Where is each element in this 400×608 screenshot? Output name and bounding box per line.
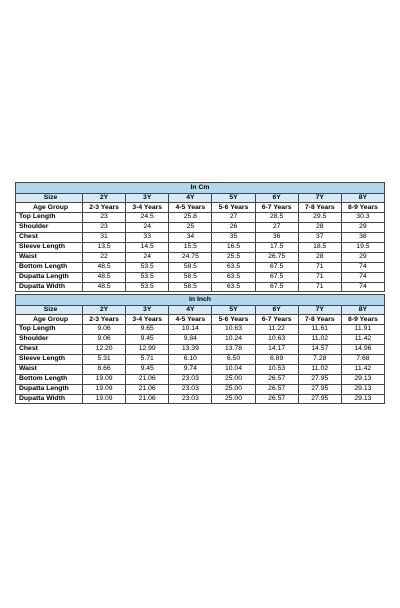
measurement-row: [16, 282, 385, 292]
measurement-value: 58.5: [169, 282, 212, 292]
measurement-value: 23.03: [169, 374, 212, 384]
measurement-label: Dupatta Width: [16, 394, 83, 404]
age-group-cell: 4-5 Years: [169, 315, 212, 325]
measurement-value: 14.57: [298, 345, 341, 355]
measurement-row: [16, 335, 385, 345]
measurement-value: 35: [212, 233, 255, 243]
measurement-label: Shoulder: [16, 223, 83, 233]
size-chart-inch-table: [15, 294, 385, 404]
measurement-label: Dupatta Width: [16, 282, 83, 292]
measurement-value: 12.99: [126, 345, 169, 355]
measurement-row: [16, 213, 385, 223]
table-title-row: [16, 295, 385, 306]
measurement-value: 9.45: [126, 364, 169, 374]
measurement-value: 6.50: [212, 354, 255, 364]
measurement-value: 31: [83, 233, 126, 243]
measurement-value: 29.13: [341, 374, 384, 384]
measurement-value: 24: [126, 252, 169, 262]
measurement-value: 19.5: [341, 242, 384, 252]
measurement-row: [16, 272, 385, 282]
measurement-value: 21.06: [126, 394, 169, 404]
measurement-label: Chest: [16, 345, 83, 355]
size-header-cell: 8Y: [341, 193, 384, 203]
age-group-cell: 6-7 Years: [255, 315, 298, 325]
measurement-value: 26.57: [255, 394, 298, 404]
measurement-label: Dupatta Length: [16, 384, 83, 394]
measurement-value: 25.00: [212, 384, 255, 394]
measurement-value: 9.45: [126, 335, 169, 345]
measurement-value: 21.06: [126, 374, 169, 384]
measurement-value: 28: [298, 223, 341, 233]
measurement-row: [16, 325, 385, 335]
measurement-value: 23.03: [169, 394, 212, 404]
measurement-row: [16, 364, 385, 374]
measurement-value: 25.00: [212, 374, 255, 384]
measurement-label: Sleeve Length: [16, 354, 83, 364]
measurement-value: 37: [298, 233, 341, 243]
measurement-row: [16, 242, 385, 252]
measurement-value: 10.24: [212, 335, 255, 345]
measurement-value: 11.91: [341, 325, 384, 335]
measurement-row: [16, 394, 385, 404]
measurement-value: 6.10: [169, 354, 212, 364]
measurement-value: 26: [212, 223, 255, 233]
measurement-value: 9.06: [83, 335, 126, 345]
measurement-row: [16, 384, 385, 394]
measurement-value: 19.09: [83, 384, 126, 394]
age-group-cell: 4-5 Years: [169, 203, 212, 213]
measurement-value: 53.5: [126, 282, 169, 292]
measurement-value: 18.5: [298, 242, 341, 252]
measurement-label: Dupatta Length: [16, 272, 83, 282]
measurement-value: 25: [169, 223, 212, 233]
age-group-cell: 5-6 Years: [212, 315, 255, 325]
size-header-cell: 8Y: [341, 305, 384, 315]
measurement-value: 9.74: [169, 364, 212, 374]
measurement-value: 48.5: [83, 272, 126, 282]
age-group-cell: 8-9 Years: [341, 203, 384, 213]
measurement-value: 5.71: [126, 354, 169, 364]
measurement-value: 74: [341, 262, 384, 272]
measurement-value: 71: [298, 262, 341, 272]
measurement-value: 29.5: [298, 213, 341, 223]
measurement-value: 71: [298, 282, 341, 292]
measurement-label: Sleeve Length: [16, 242, 83, 252]
size-header-cell: 5Y: [212, 305, 255, 315]
measurement-value: 26.57: [255, 384, 298, 394]
age-group-cell: 3-4 Years: [126, 203, 169, 213]
size-header-cell: 7Y: [298, 193, 341, 203]
measurement-value: 25.00: [212, 394, 255, 404]
measurement-value: 21.06: [126, 384, 169, 394]
table-title-row: [16, 183, 385, 194]
measurement-value: 9.06: [83, 325, 126, 335]
age-group-row: [16, 315, 385, 325]
measurement-value: 7.28: [298, 354, 341, 364]
measurement-value: 26.57: [255, 374, 298, 384]
measurement-value: 6.89: [255, 354, 298, 364]
size-header-cell: 5Y: [212, 193, 255, 203]
measurement-value: 24.75: [169, 252, 212, 262]
measurement-value: 67.5: [255, 272, 298, 282]
measurement-value: 27: [212, 213, 255, 223]
age-group-cell: 2-3 Years: [83, 315, 126, 325]
age-group-label: Age Group: [16, 203, 83, 213]
size-header-cell: 4Y: [169, 305, 212, 315]
measurement-value: 9.84: [169, 335, 212, 345]
table-title: In Cm: [16, 183, 385, 194]
size-header-cell: 2Y: [83, 193, 126, 203]
measurement-value: 67.5: [255, 262, 298, 272]
measurement-value: 13.78: [212, 345, 255, 355]
measurement-value: 27.95: [298, 384, 341, 394]
size-header-cell: 6Y: [255, 193, 298, 203]
size-header-label: Size: [16, 193, 83, 203]
age-group-cell: 6-7 Years: [255, 203, 298, 213]
measurement-value: 58.5: [169, 272, 212, 282]
measurement-row: [16, 374, 385, 384]
measurement-value: 11.02: [298, 364, 341, 374]
measurement-row: [16, 354, 385, 364]
size-header-cell: 6Y: [255, 305, 298, 315]
measurement-value: 23.03: [169, 384, 212, 394]
measurement-value: 13.5: [83, 242, 126, 252]
measurement-value: 25.5: [212, 252, 255, 262]
measurement-value: 29.13: [341, 394, 384, 404]
size-header-cell: 3Y: [126, 193, 169, 203]
measurement-value: 58.5: [169, 262, 212, 272]
age-group-cell: 3-4 Years: [126, 315, 169, 325]
measurement-label: Shoulder: [16, 335, 83, 345]
size-chart-cm-table: [15, 182, 385, 292]
measurement-value: 11.61: [298, 325, 341, 335]
measurement-value: 19.09: [83, 374, 126, 384]
measurement-label: Bottom Length: [16, 262, 83, 272]
measurement-label: Chest: [16, 233, 83, 243]
size-header-label: Size: [16, 305, 83, 315]
measurement-value: 19.09: [83, 394, 126, 404]
measurement-label: Waist: [16, 252, 83, 262]
measurement-value: 28: [298, 252, 341, 262]
measurement-value: 14.5: [126, 242, 169, 252]
measurement-value: 25.8: [169, 213, 212, 223]
measurement-value: 10.53: [255, 364, 298, 374]
measurement-value: 8.66: [83, 364, 126, 374]
measurement-value: 10.04: [212, 364, 255, 374]
measurement-value: 17.5: [255, 242, 298, 252]
measurement-value: 74: [341, 282, 384, 292]
size-header-row: [16, 193, 385, 203]
measurement-value: 48.5: [83, 282, 126, 292]
measurement-value: 29: [341, 223, 384, 233]
measurement-value: 63.5: [212, 282, 255, 292]
size-header-cell: 4Y: [169, 193, 212, 203]
measurement-value: 14.96: [341, 345, 384, 355]
measurement-value: 27.95: [298, 374, 341, 384]
measurement-value: 12.20: [83, 345, 126, 355]
measurement-value: 28.5: [255, 213, 298, 223]
measurement-value: 29.13: [341, 384, 384, 394]
measurement-value: 16.5: [212, 242, 255, 252]
measurement-value: 23: [83, 213, 126, 223]
measurement-row: [16, 345, 385, 355]
measurement-value: 29: [341, 252, 384, 262]
measurement-value: 9.65: [126, 325, 169, 335]
measurement-label: Top Length: [16, 325, 83, 335]
measurement-value: 10.63: [212, 325, 255, 335]
measurement-label: Bottom Length: [16, 374, 83, 384]
measurement-value: 48.5: [83, 262, 126, 272]
age-group-cell: 2-3 Years: [83, 203, 126, 213]
measurement-value: 11.22: [255, 325, 298, 335]
measurement-value: 71: [298, 272, 341, 282]
measurement-value: 30.3: [341, 213, 384, 223]
measurement-value: 27: [255, 223, 298, 233]
measurement-label: Waist: [16, 364, 83, 374]
size-header-row: [16, 305, 385, 315]
measurement-value: 53.5: [126, 262, 169, 272]
measurement-value: 10.14: [169, 325, 212, 335]
age-group-row: [16, 203, 385, 213]
measurement-row: [16, 262, 385, 272]
table-title: In Inch: [16, 295, 385, 306]
measurement-value: 15.5: [169, 242, 212, 252]
age-group-cell: 7-8 Years: [298, 203, 341, 213]
measurement-value: 13.39: [169, 345, 212, 355]
measurement-value: 11.02: [298, 335, 341, 345]
measurement-value: 23: [83, 223, 126, 233]
age-group-cell: 7-8 Years: [298, 315, 341, 325]
measurement-value: 7.68: [341, 354, 384, 364]
age-group-label: Age Group: [16, 315, 83, 325]
measurement-value: 24.5: [126, 213, 169, 223]
measurement-value: 10.63: [255, 335, 298, 345]
measurement-row: [16, 223, 385, 233]
measurement-value: 34: [169, 233, 212, 243]
measurement-value: 74: [341, 272, 384, 282]
measurement-row: [16, 252, 385, 262]
measurement-value: 14.17: [255, 345, 298, 355]
measurement-value: 26.75: [255, 252, 298, 262]
measurement-label: Top Length: [16, 213, 83, 223]
measurement-value: 38: [341, 233, 384, 243]
age-group-cell: 5-6 Years: [212, 203, 255, 213]
measurement-value: 36: [255, 233, 298, 243]
size-header-cell: 2Y: [83, 305, 126, 315]
measurement-value: 67.5: [255, 282, 298, 292]
measurement-value: 11.42: [341, 364, 384, 374]
measurement-value: 53.5: [126, 272, 169, 282]
measurement-value: 27.95: [298, 394, 341, 404]
age-group-cell: 8-9 Years: [341, 315, 384, 325]
measurement-value: 63.5: [212, 262, 255, 272]
measurement-value: 22: [83, 252, 126, 262]
measurement-row: [16, 233, 385, 243]
measurement-value: 5.31: [83, 354, 126, 364]
measurement-value: 24: [126, 223, 169, 233]
measurement-value: 63.5: [212, 272, 255, 282]
measurement-value: 11.42: [341, 335, 384, 345]
size-header-cell: 3Y: [126, 305, 169, 315]
size-header-cell: 7Y: [298, 305, 341, 315]
measurement-value: 33: [126, 233, 169, 243]
